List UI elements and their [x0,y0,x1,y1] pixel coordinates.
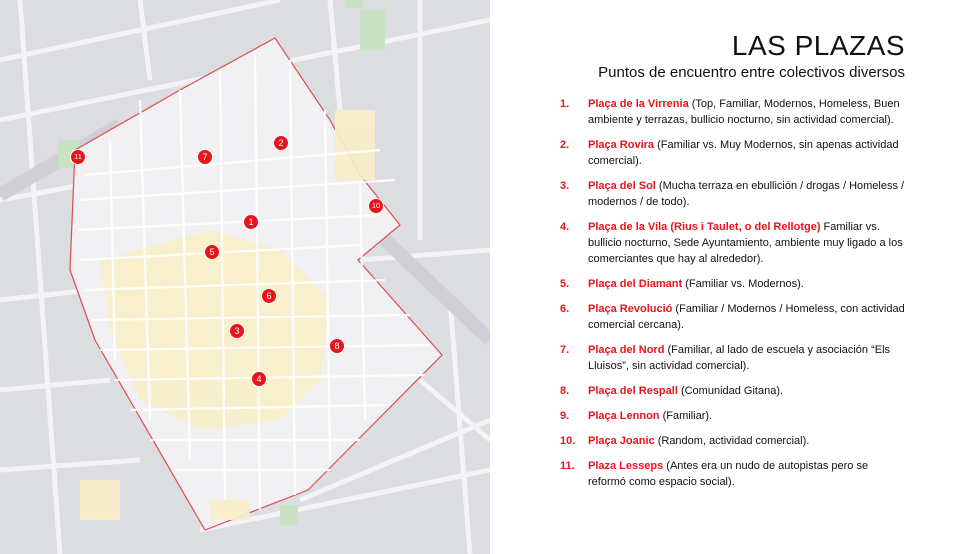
map-marker[interactable]: 4 [251,371,267,387]
plaza-description: (Familiar). [659,410,713,422]
plaza-name: Plaça del Nord [588,344,665,356]
plaza-description: (Comunidad Gitana). [677,385,784,397]
list-item [556,276,906,292]
list-item [556,178,906,210]
map-marker[interactable]: 1 [243,214,259,230]
plaza-description: (Top, Familiar, Modernos, Homeless, Buen ambiente y terrazas, bullicio nocturno, sin actividad comercial). [588,98,900,126]
item-number: 9. [560,410,570,422]
item-number: 8. [560,385,570,397]
plaza-name: Plaça del Diamant [588,278,683,290]
plaza-description: (Mucha terraza en ebullición / drogas / Homeless / modernos / de todo). [588,180,905,208]
plaza-name: Plaça Revolució [588,303,673,315]
plaza-name: Plaza Lesseps [588,460,664,472]
plaza-name: Plaça del Respall [588,385,678,397]
map-marker[interactable]: 5 [204,244,220,260]
plaza-description: (Antes era un nudo de autopistas pero se reformó como espacio social). [588,460,869,488]
item-number: 5. [560,278,570,290]
plaza-name: Plaça Joanic [588,435,655,447]
plaza-description: (Familiar, al lado de escuela y asociación “Els Lluisos”, sin actividad comercial). [588,344,891,372]
list-item [556,458,906,490]
plaza-name: Plaça del Sol [588,180,656,192]
item-number: 7. [560,344,570,356]
map-marker[interactable]: 8 [329,338,345,354]
legend-panel [490,0,980,554]
map-marker[interactable]: 6 [261,288,277,304]
page-title: LAS PLAZAS [731,30,905,61]
item-number: 2. [560,139,570,151]
item-number: 6. [560,303,570,315]
map-marker[interactable]: 10 [368,198,384,214]
plaza-description: Familiar vs. bullicio nocturno, Sede Ayuntamiento, ambiente muy ligado a los comerciantes que hay al alrededor). [588,221,903,265]
plaza-description: (Familiar / Modernos / Homeless, con actividad comercial cercana). [588,303,905,331]
list-item [556,219,906,267]
map-marker[interactable]: 2 [273,135,289,151]
plaza-name: Plaça Rovira [588,139,655,151]
map-marker[interactable]: 3 [229,323,245,339]
page-subtitle: Puntos de encuentro entre colectivos diversos [598,64,905,81]
list-item [556,383,906,399]
list-item [556,408,906,424]
map-marker[interactable]: 11 [70,149,86,165]
plaza-name: Plaça de la Virrenia [588,98,689,110]
list-item [556,137,906,169]
map-marker[interactable]: 7 [197,149,213,165]
plaza-description: (Familiar vs. Modernos). [682,278,804,290]
list-item [556,433,906,449]
plaza-description: (Familiar vs. Muy Modernos, sin apenas actividad comercial). [588,139,899,167]
item-number: 1. [560,98,570,110]
item-number: 4. [560,221,570,233]
item-number: 11. [560,460,575,472]
item-number: 3. [560,180,570,192]
plaza-name: Plaça Lennon [588,410,660,422]
plaza-description: (Random, actividad comercial). [654,435,810,447]
plaza-name: Plaça de la Vila (Rius i Taulet, o del Rellotge) [588,221,821,233]
item-number: 10. [560,435,576,447]
list-item [556,96,906,128]
plaza-list [556,96,906,499]
list-item [556,301,906,333]
list-item [556,342,906,374]
